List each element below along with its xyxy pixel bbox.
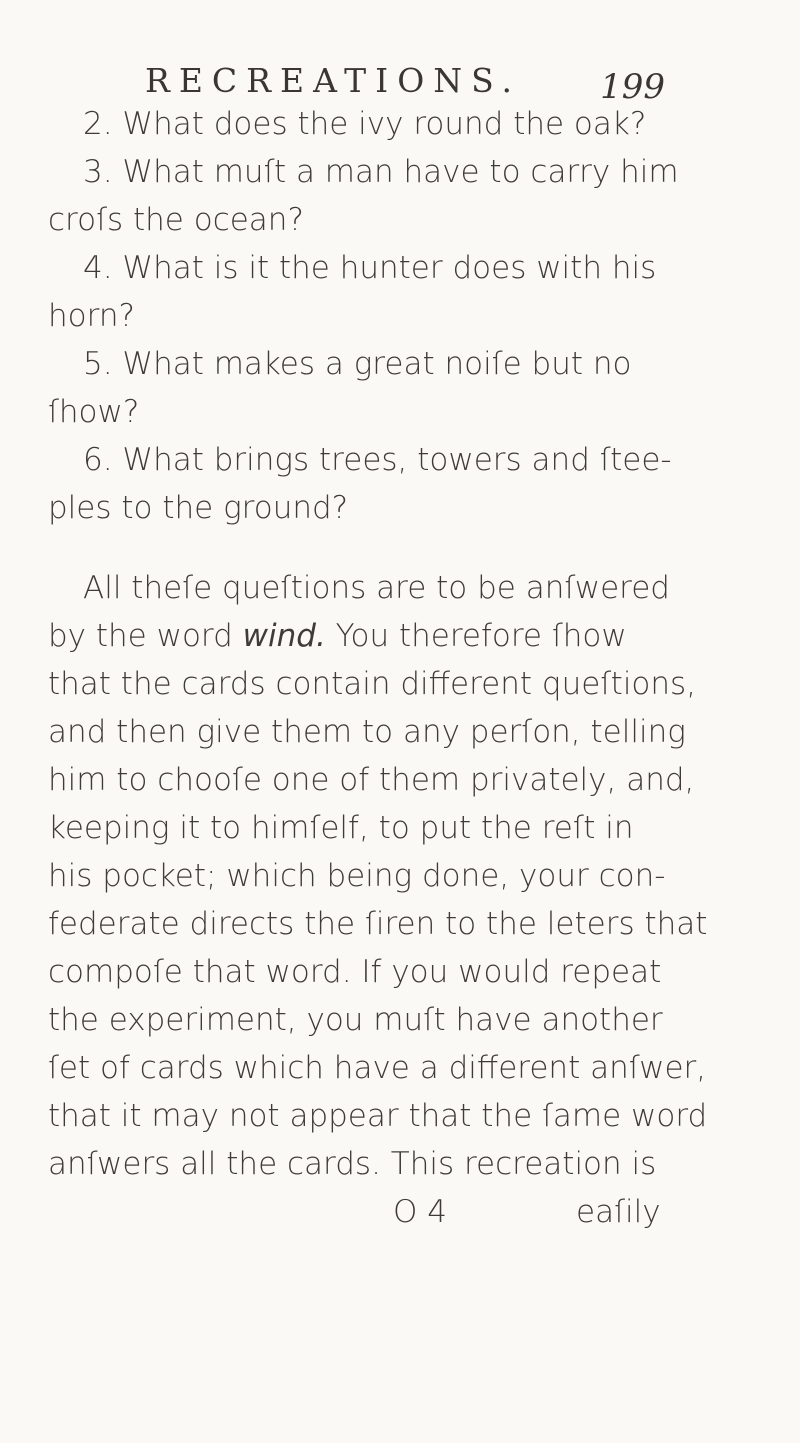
question-2: 2. What does the ivy round the oak?	[83, 106, 647, 142]
page-body	[48, 100, 738, 1236]
paragraph-line-1: All theſe queſtions are to be anſwered	[83, 570, 670, 606]
paragraph-line-11: ſet of cards which have a different anſwer,	[48, 1050, 707, 1086]
page-footer	[48, 1188, 738, 1236]
catchword: eaſily	[576, 1194, 661, 1230]
paragraph-line-8: federate directs the ſiren to the leters that	[48, 906, 708, 942]
paragraph-line-4: and then give them to any perſon, telling	[48, 714, 686, 750]
paragraph-line-9: compoſe that word. If you would repeat	[48, 954, 662, 990]
paragraph-line-2-end: You therefore ſhow	[325, 618, 627, 654]
paragraph-line-2-start: by the word	[48, 618, 243, 654]
question-3-line-1: 3. What muſt a man have to carry him	[83, 154, 679, 190]
question-5-line-2: ſhow?	[48, 394, 140, 430]
page-number: 199	[600, 67, 665, 107]
running-head: RECREATIONS.	[145, 61, 522, 100]
question-6-line-2: ples to the ground?	[48, 490, 349, 526]
question-4-line-1: 4. What is it the hunter does with his	[83, 250, 657, 286]
question-5-line-1: 5. What makes a great noiſe but no	[83, 346, 632, 382]
paragraph-line-3: that the cards contain different queſtions,	[48, 666, 697, 702]
paragraph-line-5: him to chooſe one of them privately, and,	[48, 762, 695, 798]
paragraph-line-13: anſwers all the cards. This recreation is	[48, 1146, 657, 1182]
signature-mark: O 4	[393, 1194, 447, 1230]
question-3-line-2: croſs the ocean?	[48, 202, 304, 238]
question-6-line-1: 6. What brings trees, towers and ſtee-	[83, 442, 672, 478]
paragraph-line-7: his pocket; which being done, your con-	[48, 858, 666, 894]
paragraph-line-2	[48, 612, 738, 660]
emphasized-word: wind.	[242, 618, 326, 654]
paragraph-gap	[48, 532, 738, 564]
page-header	[145, 60, 665, 107]
paragraph-line-6: keeping it to himſelf, to put the reſt in	[48, 810, 634, 846]
paragraph-line-12: that it may not appear that the ſame word	[48, 1098, 708, 1134]
paragraph-line-10: the experiment, you muſt have another	[48, 1002, 663, 1038]
question-4-line-2: horn?	[48, 298, 135, 334]
